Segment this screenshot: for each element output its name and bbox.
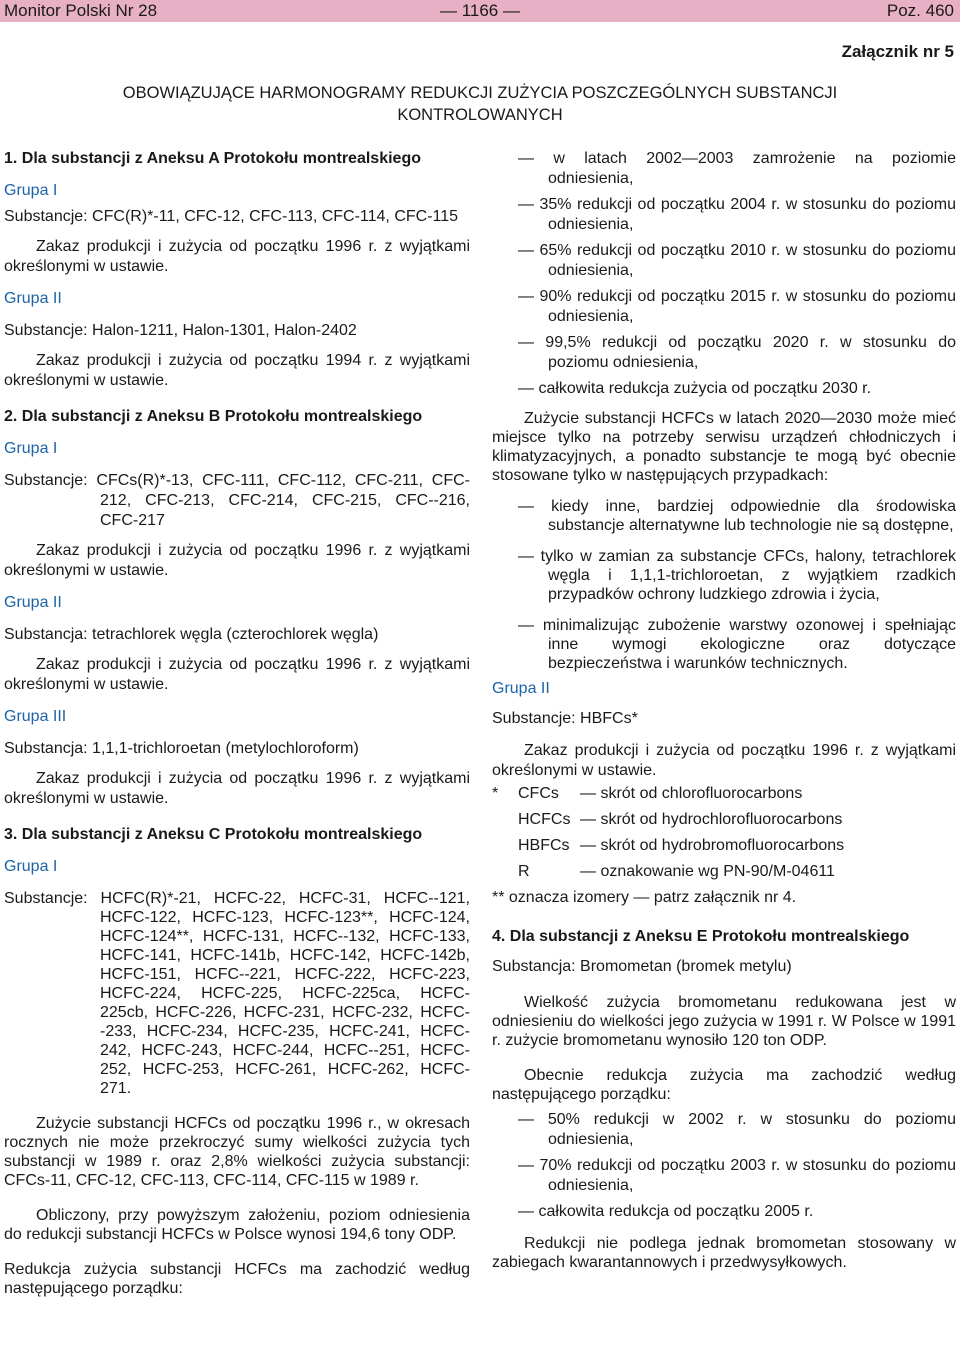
ban-text: Zakaz produkcji i zużycia od początku 1996 r. z wyjątkami określonymi w ustawie. xyxy=(492,742,956,779)
paragraph-reduction: Redukcja zużycia substancji HCFCs ma zachodzić według następującego porządku: xyxy=(4,1261,470,1297)
glossary-definition: — skrót od hydrochlorofluorocarbons xyxy=(580,811,843,828)
list-item: — minimalizując zubożenie warstwy ozonowej i spełniając inne wymogi ekologiczne oraz dotyczące bezpieczeństwa i warunków technicznych. xyxy=(518,617,956,672)
glossary-definition: — oznakowanie wg PN-90/M-04611 xyxy=(580,863,835,880)
title-line-2: KONTROLOWANYCH xyxy=(397,106,563,124)
paragraph-usage: Zużycie substancji HCFCs od początku 1996 r., w okresach rocznych nie może przekroczyć sumy wielkości zużycia tych substancji w 1989 r. oraz 2,8% wielkości zużycia substancji: CFCs-11, CFC-12, CFC-113, CFC-114, CFC-115 w 1989 r. xyxy=(4,1115,470,1189)
right-column xyxy=(492,149,956,1272)
page-number: — 1166 — xyxy=(439,1,520,20)
list-item: — 35% redukcji od początku 2004 r. w stosunku do poziomu odniesienia, xyxy=(518,196,956,233)
ban-text: Zakaz produkcji i zużycia od początku 1996 r. z wyjątkami określonymi w ustawie. xyxy=(4,656,470,693)
glossary-term: R xyxy=(518,863,530,880)
substances: Substancje: CFC(R)*-11, CFC-12, CFC-113, CFC-114, CFC-115 xyxy=(4,208,459,225)
paragraph-2020: Zużycie substancji HCFCs w latach 2020—2030 może mieć miejsce tylko na potrzeby serwisu urządzeń chłodniczych i klimatyzacyjnych, a ponadto substancje te mogą być obecnie stosowane tylko w następujących przypadkach: xyxy=(492,410,956,484)
paragraph-order: Obecnie redukcja zużycia ma zachodzić według następującego porządku: xyxy=(492,1067,956,1103)
position-number: Poz. 460 xyxy=(886,1,954,20)
list-item: — 99,5% redukcji od początku 2020 r. w stosunku do poziomu odniesienia, xyxy=(518,334,956,371)
substances: Substancje: HCFC(R)*-21, HCFC-22, HCFC-31, HCFC--121, HCFC-122, HCFC-123, HCFC-123**, HCFC-124, HCFC-124**, HCFC-131, HCFC--132, HCFC-133, HCFC-141, HCFC-141b, HCFC-142, HCFC-142b, HCFC-151, HCFC--221, HCFC-222, HCFC-223, HCFC-224, HCFC-225, HCFC-225ca, HCFC-225cb, HCFC-226, HCFC-231, HCFC-232, HCFC--233, HCFC-234, HCFC-235, HCFC-241, HCFC-242, HCFC-243, HCFC-244, HCFC--251, HCFC-252, HCFC-253, HCFC-261, HCFC-262, HCFC-271. xyxy=(4,890,470,1097)
glossary-mark: * xyxy=(492,785,499,802)
isomers-note: ** oznacza izomery — patrz załącznik nr 4. xyxy=(492,889,797,906)
list-item: — w latach 2002—2003 zamrożenie na poziomie odniesienia, xyxy=(518,150,956,187)
paragraph-calculation: Obliczony, przy powyższym założeniu, poziom odniesienia do redukcji substancji HCFCs w Polsce wynosi 194,6 tony ODP. xyxy=(4,1207,470,1243)
title-line-1: OBOWIĄZUJĄCE HARMONOGRAMY REDUKCJI ZUŻYCIA POSZCZEGÓLNYCH SUBSTANCJI xyxy=(122,84,838,102)
glossary xyxy=(492,781,844,885)
substances: Substancje: Halon-1211, Halon-1301, Halon-2402 xyxy=(4,322,357,339)
journal-title: Monitor Polski Nr 28 xyxy=(4,1,158,20)
section-4-heading: 4. Dla substancji z Aneksu E Protokołu montrealskiego xyxy=(492,928,910,945)
glossary-term: HBFCs xyxy=(518,837,570,854)
glossary-term: CFCs xyxy=(518,785,559,802)
section-3-heading: 3. Dla substancji z Aneksu C Protokołu montrealskiego xyxy=(4,826,423,843)
paragraph-bromomethane: Wielkość zużycia bromometanu redukowana jest w odniesieniu do wielkości jego zużycia w 1991 r. W Polsce w 1991 r. zużycie bromometanu wynosiło 120 ton ODP. xyxy=(492,994,956,1049)
group-label: Grupa II xyxy=(4,594,62,611)
substances: Substancja: 1,1,1-trichloroetan (metylochloroform) xyxy=(4,740,359,757)
group-label: Grupa II xyxy=(4,290,62,307)
glossary-mark xyxy=(492,807,518,833)
group-label: Grupa I xyxy=(4,182,58,199)
glossary-row xyxy=(492,833,844,859)
document-title xyxy=(0,82,960,126)
glossary-row xyxy=(492,807,844,833)
glossary-row xyxy=(492,859,844,885)
glossary-row xyxy=(492,781,844,807)
group-label: Grupa I xyxy=(4,440,58,457)
substances: Substancja: Bromometan (bromek metylu) xyxy=(492,958,792,975)
list-item: — 50% redukcji w 2002 r. w stosunku do poziomu odniesienia, xyxy=(518,1111,956,1148)
ban-text: Zakaz produkcji i zużycia od początku 1996 r. z wyjątkami określonymi w ustawie. xyxy=(4,542,470,579)
substances: Substancje: HBFCs* xyxy=(492,710,638,727)
ban-text: Zakaz produkcji i zużycia od początku 1994 r. z wyjątkami określonymi w ustawie. xyxy=(4,352,470,389)
glossary-definition: — skrót od chlorofluorocarbons xyxy=(580,785,803,802)
glossary-definition: — skrót od hydrobromofluorocarbons xyxy=(580,837,845,854)
glossary-mark xyxy=(492,833,518,859)
group-label: Grupa III xyxy=(4,708,67,725)
list-item: — tylko w zamian za substancje CFCs, halony, tetrachlorek węgla i 1,1,1-trichloroetan, z wyjątkiem rzadkich przypadków ochrony ludzkiego zdrowia i życia, xyxy=(518,548,956,603)
substances: Substancja: tetrachlorek węgla (czterochlorek węgla) xyxy=(4,626,379,643)
attachment-label: Załącznik nr 5 xyxy=(841,42,954,61)
substances: Substancje: CFCs(R)*-13, CFC-111, CFC-112, CFC-211, CFC-212, CFC-213, CFC-214, CFC-215, CFC--216, CFC-217 xyxy=(4,472,470,529)
list-item: — 90% redukcji od początku 2015 r. w stosunku do poziomu odniesienia, xyxy=(518,288,956,325)
ban-text: Zakaz produkcji i zużycia od początku 1996 r. z wyjątkami określonymi w ustawie. xyxy=(4,770,470,807)
section-2-heading: 2. Dla substancji z Aneksu B Protokołu montrealskiego xyxy=(4,408,423,425)
page-header xyxy=(0,0,960,22)
glossary-mark xyxy=(492,859,518,885)
section-1-heading: 1. Dla substancji z Aneksu A Protokołu montrealskiego xyxy=(4,150,421,167)
list-item: — 70% redukcji od początku 2003 r. w stosunku do poziomu odniesienia, xyxy=(518,1157,956,1194)
group-label: Grupa I xyxy=(4,858,58,875)
list-item: — całkowita redukcja od początku 2005 r. xyxy=(518,1203,814,1220)
glossary-term: HCFCs xyxy=(518,811,571,828)
left-column xyxy=(4,149,470,1298)
list-item: — całkowita redukcja zużycia od początku 2030 r. xyxy=(518,380,872,397)
list-item: — 65% redukcji od początku 2010 r. w stosunku do poziomu odniesienia, xyxy=(518,242,956,279)
group-label: Grupa II xyxy=(492,680,550,697)
ban-text: Zakaz produkcji i zużycia od początku 1996 r. z wyjątkami określonymi w ustawie. xyxy=(4,238,470,275)
list-item: — kiedy inne, bardziej odpowiednie dla środowiska substancje alternatywne lub technologie nie są dostępne, xyxy=(518,498,956,534)
paragraph-exemption: Redukcji nie podlega jednak bromometan stosowany w zabiegach kwarantannowych i przedwysyłkowych. xyxy=(492,1235,956,1271)
